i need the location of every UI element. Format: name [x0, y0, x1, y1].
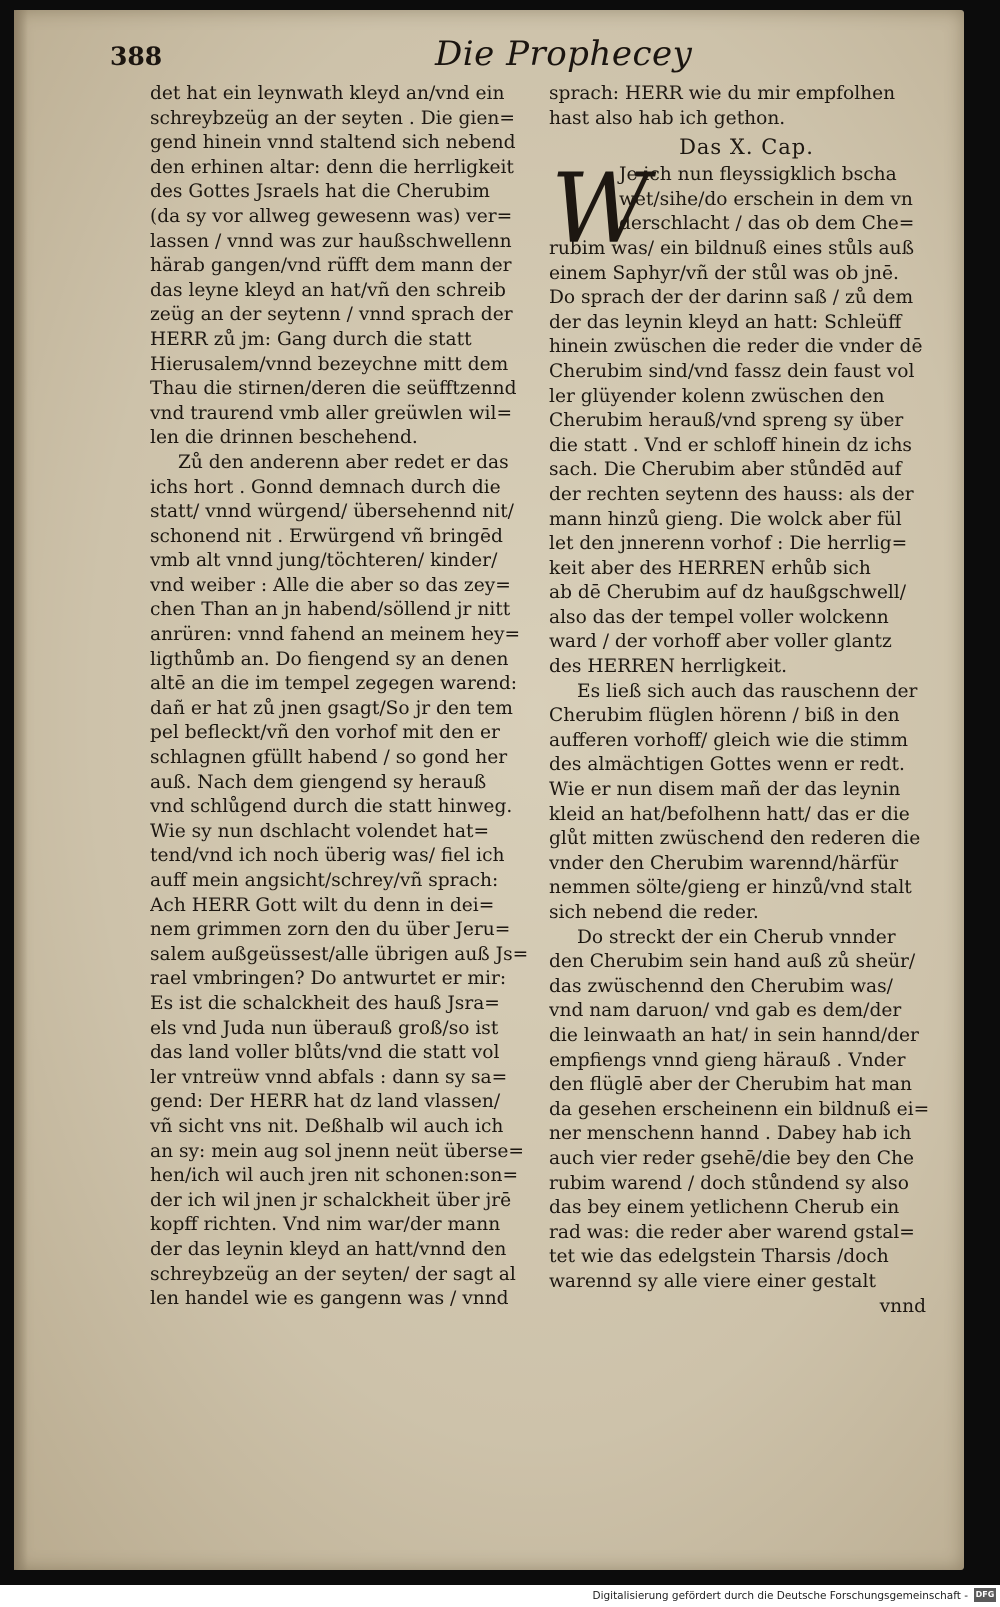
text-line: der ich wil jnen jr schalckheit über jrē [150, 1189, 512, 1211]
text-line: pel befleckt/vñ den vorhof mit den er [150, 722, 500, 744]
text-line: der das leynin kleyd an hatt: Schleüff [549, 311, 902, 333]
text-line: ichs hort . Gonnd demnach durch die [150, 476, 501, 498]
text-line: tet wie das edelgstein Tharsis /doch [549, 1246, 889, 1268]
text-line: das bey einem yetlichenn Cherub ein [549, 1197, 900, 1219]
text-line: Ach HERR Gott wilt du denn in dei= [150, 894, 495, 916]
text-line: ab dē Cherubim auf dz haußgschwell/ [549, 582, 907, 604]
page-header [110, 28, 950, 78]
text-line: auff mein angsicht/schrey/vñ sprach: [150, 870, 499, 891]
text-line: let den jnnerenn vorhof : Die herrlig= [549, 533, 908, 555]
dfg-logo: DFG [974, 1588, 996, 1602]
text-line: nemmen sölte/gieng er hinzů/vnd stalt [549, 877, 912, 899]
text-line: Do streckt der ein Cherub vnnder [577, 926, 896, 948]
text-line: Thau die stirnen/deren die seüfftzennd [150, 378, 517, 400]
text-line: der rechten seytenn des hauss: als der [549, 483, 914, 505]
text-line: kleid an hat/befolhenn hatt/ das er die [549, 803, 910, 825]
text-line: rad was: die reder aber warend gstal= [549, 1221, 915, 1243]
text-line: schreybzeüg an der seyten/ der sagt al [150, 1263, 516, 1285]
text-line: dañ er hat zů jnen gsagt/So jr den tem [150, 697, 513, 719]
chapter-heading: Das X. Cap. [679, 135, 814, 160]
text-line: glůt mitten zwüschend den rederen die [549, 828, 921, 850]
text-line: vnd schlůgend durch die statt hinweg. [150, 796, 513, 818]
text-line: sach. Die Cherubim aber stůndēd auf [549, 459, 902, 481]
text-line: auß. Nach dem giengend sy herauß [150, 771, 487, 793]
text-line: rubim warend / doch stůndend sy also [549, 1172, 909, 1194]
text-line: Wie er nun disem mañ der das leynin [549, 779, 901, 801]
text-line: einem Saphyr/vñ der stůl was ob jnē. [549, 262, 899, 284]
text-line: els vnd Juda nun überauß groß/so ist [150, 1017, 499, 1039]
text-line: kopff richten. Vnd nim war/der mann [150, 1214, 501, 1236]
text-line: des Gottes Jsraels hat die Cherubim [150, 181, 490, 203]
text-line: vnd traurend vmb aller greüwlen wil= [150, 402, 513, 424]
text-line: da gesehen erscheinenn ein bildnuß ei= [549, 1098, 930, 1120]
text-line: wet/sihe/do erschein in dem vn [619, 188, 913, 210]
text-line: len handel wie es gangenn was / vnnd [150, 1288, 509, 1310]
text-line: schreybzeüg an der seyten . Die gien= [150, 107, 515, 129]
text-line: hinein zwüschen die reder die vnder dē [549, 336, 923, 358]
text-line: des almächtigen Gottes wenn er redt. [549, 754, 905, 776]
text-line: (da sy vor allweg gewesenn was) ver= [150, 205, 513, 227]
text-line: len die drinnen beschehend. [150, 427, 418, 449]
catchword: vnnd [879, 1295, 926, 1317]
text-line: den flüglē aber der Cherubim hat man [549, 1074, 913, 1096]
text-line: das zwüschennd den Cherubim was/ [549, 975, 893, 997]
text-line: anrüren: vnnd fahend an meinem hey= [150, 624, 521, 646]
text-line: vnder den Cherubim warennd/härfür [549, 852, 899, 874]
text-line: HERR zů jm: Gang durch die statt [150, 328, 472, 350]
text-line: ward / der vorhoff aber voller glantz [549, 631, 892, 653]
text-line: Cherubim flüglen hörenn / biß in den [549, 705, 900, 727]
text-line: ligthůmb an. Do fiengend sy an denen [150, 648, 509, 670]
text-line: hen/ich wil auch jren nit schonen:son= [150, 1165, 519, 1187]
text-line: zeüg an der seytenn / vnnd sprach der [150, 304, 513, 326]
text-line: schlagnen gfüllt habend / so gond her [150, 747, 508, 769]
book-page [14, 10, 964, 1570]
text-line: hast also hab ich gethon. [549, 107, 786, 129]
text-line: ler glüyender kolenn zwüschen den [549, 385, 885, 407]
text-line: lassen / vnnd was zur haußschwellenn [150, 230, 512, 252]
text-line: vnd weiber : Alle die aber so das zey= [150, 574, 511, 596]
text-line: Zů den anderenn aber redet er das [178, 451, 509, 473]
text-line: gend hinein vnnd staltend sich nebend [150, 132, 516, 154]
text-line: Wie sy nun dschlacht volendet hat= [150, 820, 490, 842]
text-line: also das der tempel voller wolckenn [549, 606, 889, 628]
right-text-column [549, 82, 944, 1319]
text-line: die statt . Vnd er schloff hinein dz ichs [549, 434, 912, 456]
running-title: Die Prophecey [435, 34, 693, 74]
page-number: 388 [110, 42, 163, 71]
text-line: chen Than an jn habend/söllend jr nitt [150, 599, 511, 621]
text-line: keit aber des HERREN erhůb sich [549, 557, 871, 579]
text-line: gend: Der HERR hat dz land vlassen/ [150, 1091, 501, 1113]
text-line: das leyne kleyd an hat/vñ den schreib [150, 279, 506, 301]
text-line: empfiengs vnnd gieng härauß . Vnder [549, 1049, 906, 1071]
text-line: Es ist die schalckheit des hauß Jsra= [150, 992, 500, 1014]
text-line: derschlacht / das ob dem Che= [619, 213, 915, 235]
text-line: tend/vnd ich noch überig was/ fiel ich [150, 845, 505, 867]
text-line: sich nebend die reder. [549, 902, 759, 923]
digitization-credit: Digitalisierung gefördert durch die Deutsche Forschungsgemeinschaft - [592, 1590, 968, 1602]
text-line: ler vntreüw vnnd abfals : dann sy sa= [150, 1066, 508, 1088]
text-line: Cherubim sind/vnd fassz dein faust vol [549, 360, 915, 382]
text-line: ner menschenn hannd . Dabey hab ich [549, 1123, 912, 1145]
text-line: Je ich nun fleyssigklich bscha [619, 164, 897, 186]
text-line: den erhinen altar: denn die herrligkeit [150, 156, 514, 178]
text-line: sprach: HERR wie du mir empfolhen [549, 83, 896, 104]
text-line: warennd sy alle viere einer gestalt [549, 1270, 876, 1292]
text-line: statt/ vnnd würgend/ übersehennd nit/ [150, 501, 514, 523]
text-line: det hat ein leynwath kleyd an/vnd ein [150, 83, 505, 104]
text-line: an sy: mein aug sol jnenn neüt überse= [150, 1140, 524, 1162]
text-line: auch vier reder gsehē/die bey den Che [549, 1147, 914, 1169]
text-line: Cherubim herauß/vnd spreng sy über [549, 410, 904, 432]
text-line: Hierusalem/vnnd bezeychne mitt dem [150, 353, 509, 375]
text-line: Do sprach der der darinn saß / zů dem [549, 287, 914, 309]
text-line: das land voller blůts/vnd die statt vol [150, 1042, 500, 1064]
text-line: die leinwaath an hat/ in sein hannd/der [549, 1024, 919, 1046]
text-line: rael vmbringen? Do antwurtet er mir: [150, 968, 507, 990]
text-line: altē an die im tempel zegegen warend: [150, 673, 518, 695]
text-line: des HERREN herrligkeit. [549, 656, 788, 678]
decorated-initial: W [551, 153, 650, 266]
text-line: den Cherubim sein hand auß zů sheür/ [549, 951, 916, 973]
text-line: der das leynin kleyd an hatt/vnnd den [150, 1238, 507, 1260]
text-line: salem außgeüssest/alle übrigen auß Js= [150, 943, 529, 965]
left-text-column [150, 82, 545, 1312]
text-line: schonend nit . Erwürgend vñ bringēd [150, 525, 503, 547]
text-line: Es ließ sich auch das rauschenn der [577, 680, 918, 702]
text-line: vñ sicht vns nit. Deßhalb wil auch ich [150, 1115, 504, 1137]
page-gutter-shadow [14, 10, 28, 1570]
text-line: rubim was/ ein bildnuß eines stůls auß [549, 237, 915, 259]
text-line: vmb alt vnnd jung/töchteren/ kinder/ [150, 550, 498, 572]
text-line: aufferen vorhoff/ gleich wie die stimm [549, 729, 909, 751]
text-line: härab gangen/vnd rüfft dem mann der [150, 255, 512, 277]
text-line: mann hinzů gieng. Die wolck aber fül [549, 508, 902, 530]
text-line: nem grimmen zorn den du über Jeru= [150, 919, 511, 941]
text-line: vnd nam daruon/ vnd gab es dem/der [549, 1000, 902, 1022]
